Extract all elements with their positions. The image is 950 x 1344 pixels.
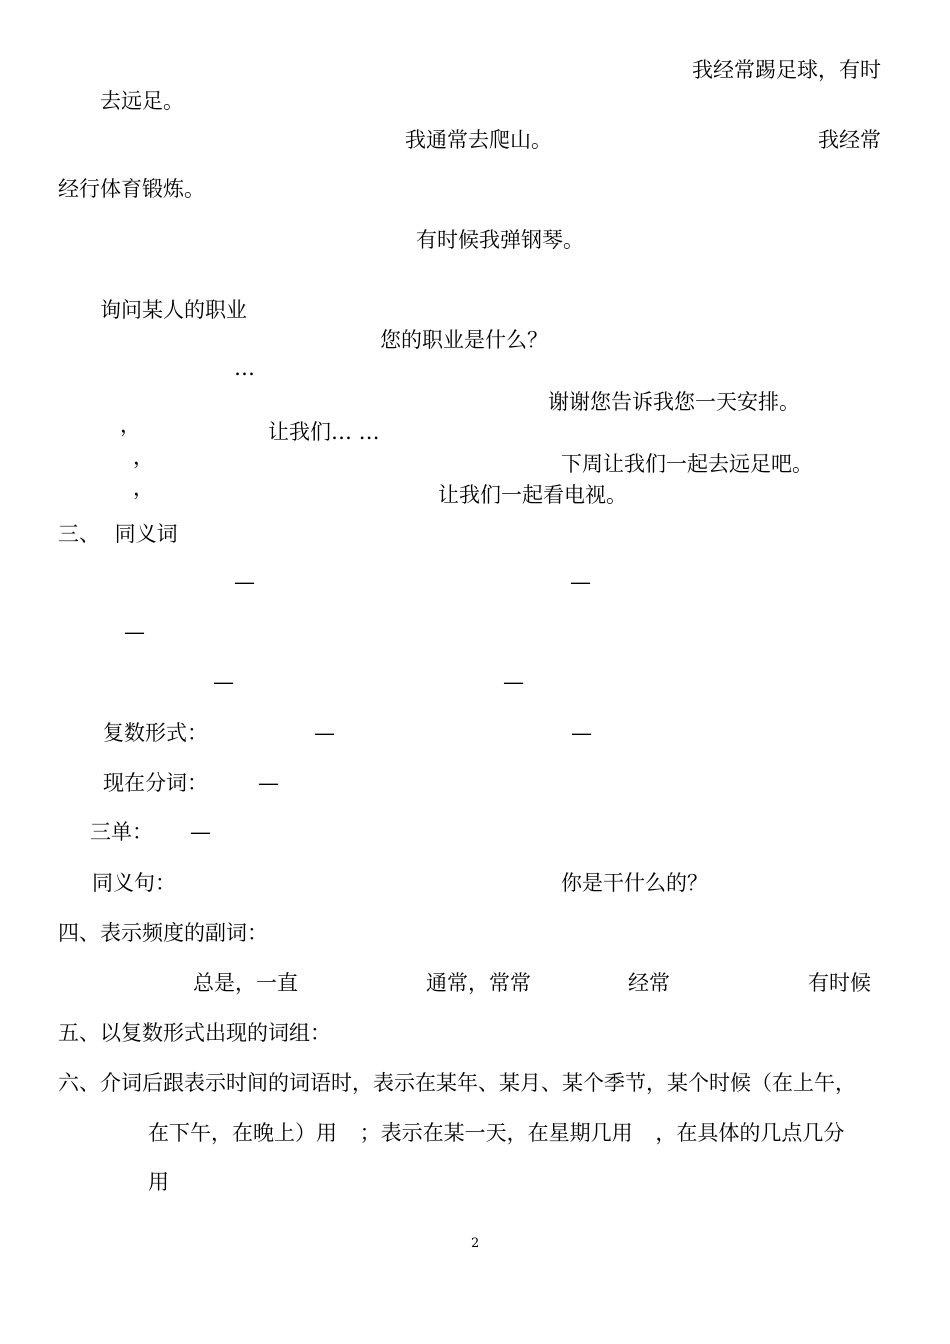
dash-7: — xyxy=(571,721,592,745)
sentence-piano: 有时候我弹钢琴。 xyxy=(416,228,584,252)
section-6-line-1: 六、介词后跟表示时间的词语时，表示在某年、某月、某个季节，某个时候（在上午， xyxy=(58,1071,856,1095)
sentence-tv: 让我们一起看电视。 xyxy=(438,483,627,507)
dash-5: — xyxy=(503,670,524,694)
ellipsis-mark: … xyxy=(234,356,255,380)
dash-9: — xyxy=(190,820,211,844)
sentence-football: 我经常踢足球，有时 xyxy=(692,58,881,82)
section-6-line-3: 用 xyxy=(148,1170,169,1194)
dash-4: — xyxy=(213,670,234,694)
page-number: 2 xyxy=(471,1236,480,1251)
section-5-heading: 五、以复数形式出现的词组： xyxy=(58,1021,331,1045)
sentence-exercise: 我经常 xyxy=(818,128,881,152)
section-3-heading: 三、 同义词 xyxy=(58,522,178,546)
comma-mark-3: ， xyxy=(133,476,154,500)
label-present-participle: 现在分词： xyxy=(103,771,208,795)
dash-1: — xyxy=(234,570,255,594)
heading-ask-job: 询问某人的职业 xyxy=(100,298,247,322)
dash-3: — xyxy=(124,620,145,644)
sentence-job-question: 您的职业是什么？ xyxy=(380,328,548,352)
freq-sometimes: 有时候 xyxy=(808,971,871,995)
comma-mark-2: ， xyxy=(133,445,154,469)
freq-often: 经常 xyxy=(628,971,670,995)
section-4-heading: 四、表示频度的副词： xyxy=(58,921,268,945)
sentence-climb: 我通常去爬山。 xyxy=(405,128,552,152)
sentence-hiking: 下周让我们一起去远足吧。 xyxy=(561,452,813,476)
label-plural: 复数形式： xyxy=(103,721,208,745)
freq-always: 总是，一直 xyxy=(193,971,298,995)
section-6-line-2: 在下午，在晚上）用 ；表示在某一天，在星期几用 ，在具体的几点几分 xyxy=(148,1121,845,1145)
comma-mark-1: ， xyxy=(120,413,141,437)
sentence-lets: 让我们… … xyxy=(268,420,380,444)
sentence-exercise-cont: 经行体育锻炼。 xyxy=(58,177,205,201)
label-third-singular: 三单： xyxy=(90,820,153,844)
label-synonym-sentence: 同义句： xyxy=(92,871,176,895)
dash-2: — xyxy=(570,570,591,594)
dash-6: — xyxy=(314,721,335,745)
sentence-thanks: 谢谢您告诉我您一天安排。 xyxy=(548,390,800,414)
dash-8: — xyxy=(258,771,279,795)
freq-usually: 通常，常常 xyxy=(426,971,531,995)
sentence-football-cont: 去远足。 xyxy=(100,89,184,113)
sentence-what-do-you-do: 你是干什么的？ xyxy=(561,871,708,895)
